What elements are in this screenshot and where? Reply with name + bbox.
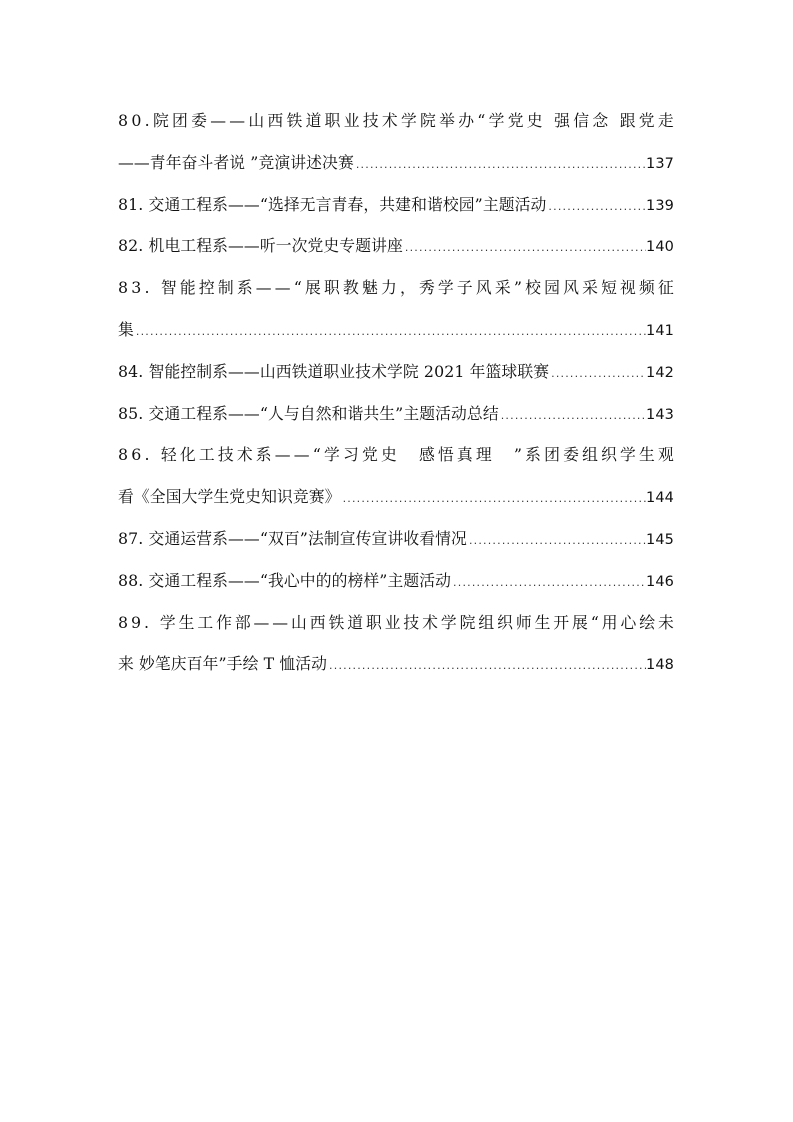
dot-leader [451,562,646,604]
toc-page-number: 141 [646,322,674,339]
toc-entry[interactable] [118,393,674,435]
dot-leader [327,645,646,687]
toc-entry-title: 看《全国大学生党史知识竞赛》 [118,487,341,507]
toc-entry[interactable] [118,100,674,184]
toc-entry[interactable] [118,434,674,518]
dot-leader [546,186,646,228]
toc-page-number: 143 [646,406,674,423]
toc-entry-line [118,393,674,435]
dot-leader [467,520,646,562]
toc-entry-line [118,643,674,685]
dot-leader [499,395,646,437]
toc-page-number: 142 [646,364,674,381]
toc-entry-title: 85. 交通工程系——“人与自然和谐共生”主题活动总结 [118,403,499,423]
toc-page-number: 148 [646,657,674,674]
toc-entry-line [118,560,674,602]
toc-page-number: 144 [646,490,674,507]
table-of-contents [118,100,674,685]
toc-entry[interactable] [118,184,674,226]
toc-entry-title: 8 3 . 智 能 控 制 系 — — “ 展 职 教 魅 力 ， 秀 学 子 风 采 ” 校 园 风 采 短 视 频 征 [118,278,674,298]
toc-entry-title: 8 9 . 学 生 工 作 部 — — 山 西 铁 道 职 业 技 术 学 院 组 织 师 生 开 展 “ 用 心 绘 未 [118,612,674,632]
toc-entry-title: 81. 交通工程系——“选择无言青春，共建和谐校园”主题活动 [118,194,547,214]
toc-page-number: 137 [646,155,674,172]
toc-entry[interactable] [118,518,674,560]
toc-entry-title: 87. 交通运营系——“双百”法制宣传宣讲收看情况 [118,528,467,548]
toc-entry[interactable] [118,602,674,686]
toc-entry-line [118,142,674,184]
toc-page-number: 139 [646,197,674,214]
toc-entry[interactable] [118,267,674,351]
toc-entry-title: 88. 交通工程系——“我心中的的榜样”主题活动 [118,570,452,590]
toc-entry[interactable] [118,351,674,393]
dot-leader [134,311,646,353]
dot-leader [403,227,646,269]
dot-leader [549,353,646,395]
toc-entry-title: 来 妙笔庆百年”手绘 T 恤活动 [118,654,328,674]
toc-entry-line [118,309,674,351]
toc-entry-title: ——青年奋斗者说 ”竞演讲述决赛 [118,152,354,172]
toc-entry-title: 集 [118,319,134,339]
toc-entry-line [118,518,674,560]
toc-entry-line [118,351,674,393]
toc-entry-line [118,476,674,518]
toc-entry-title: 8 6 . 轻 化 工 技 术 系 — — “ 学 习 党 史 感 悟 真 理 ” 系 团 委 组 织 学 生 观 [118,445,674,465]
toc-page-number: 146 [646,573,674,590]
toc-entry-line [118,184,674,226]
toc-page-number: 145 [646,531,674,548]
toc-entry[interactable] [118,560,674,602]
toc-entry[interactable] [118,225,674,267]
toc-page-number: 140 [646,239,674,256]
dot-leader [341,478,646,520]
toc-entry-title: 82. 机电工程系——听一次党史专题讲座 [118,236,403,256]
dot-leader [354,144,646,186]
toc-entry-title: 84. 智能控制系——山西铁道职业技术学院 2021 年篮球联赛 [118,361,550,381]
toc-entry-line [118,225,674,267]
toc-entry-title: 8 0 . 院 团 委 — — 山 西 铁 道 职 业 技 术 学 院 举 办 “ 学 党 史 强 信 念 跟 党 走 [118,111,674,130]
